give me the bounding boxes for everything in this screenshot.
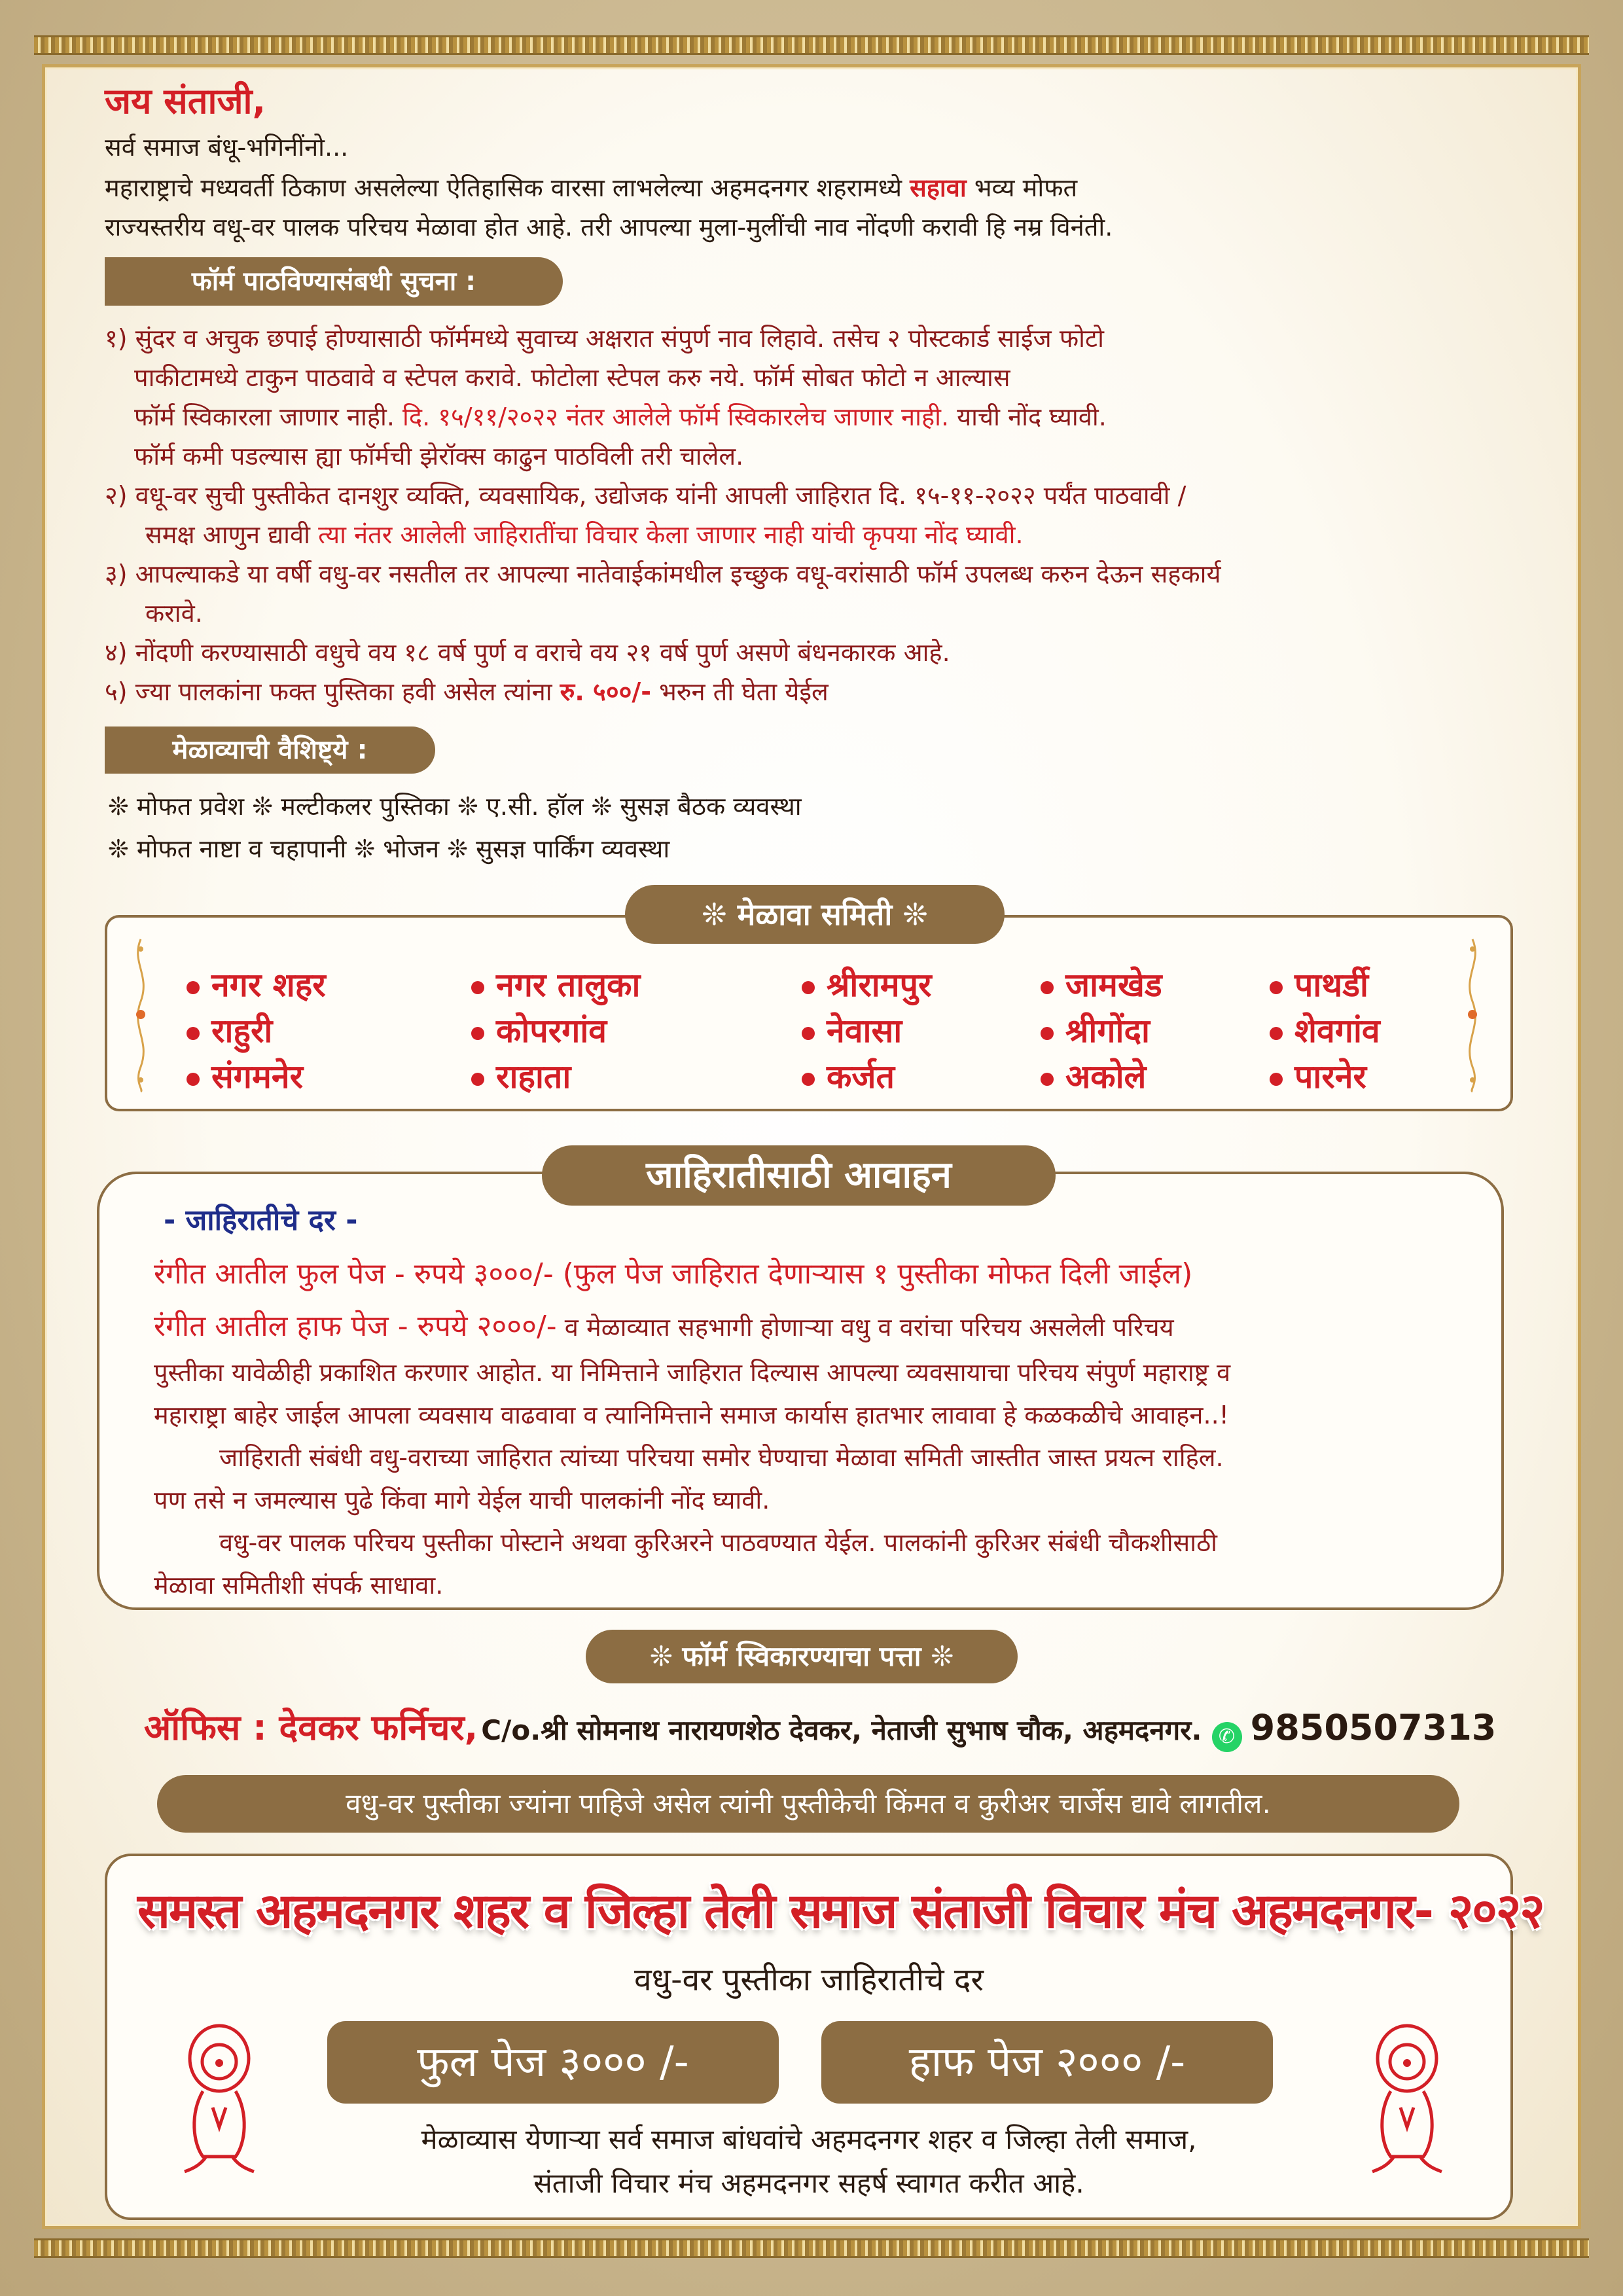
committee-item bbox=[471, 1008, 640, 1054]
committee-item bbox=[1270, 962, 1380, 1008]
committee-column-4 bbox=[1041, 962, 1162, 1100]
notice-highlight: त्या नंतर आलेली जाहिरातींचा विचार केला जाणार नाही यांची कृपया नोंद घ्यावी. bbox=[318, 520, 1024, 549]
ads-paragraph-2-line-2: पण तसे न जमल्यास पुढे किंवा मागे येईल याची पालकांनी नोंद घ्यावी. bbox=[154, 1486, 770, 1515]
address-heading: ❊ फॉर्म स्विकारण्याचा पत्ता ❊ bbox=[586, 1630, 1018, 1683]
ads-paragraph-3-line-1: वधु-वर पालक परिचय पुस्तीका पोस्टाने अथवा कुरिअरने पाठवण्यात येईल. पालकांनी कुरिअर संबंधी चौकशीसाठी bbox=[219, 1528, 1217, 1557]
ads-paragraph-3-line-2: मेळावा समितीशी संपर्क साधावा. bbox=[154, 1571, 444, 1600]
greeting-line-3: राज्यस्तरीय वधू-वर पालक परिचय मेळावा होत आहे. तरी आपल्या मुला-मुलींची नाव नोंदणी करावी हि नम्र विनंती. bbox=[105, 213, 1113, 242]
committee-item-label: पारनेर bbox=[1294, 1058, 1366, 1096]
bottom-border bbox=[34, 2238, 1589, 2258]
welcome-line-2: संताजी विचार मंच अहमदनगर सहर्ष स्वागत करीत आहे. bbox=[533, 2167, 1084, 2199]
committee-column-2 bbox=[471, 962, 640, 1100]
ornament-left-icon bbox=[128, 936, 154, 1093]
price-highlight: रु. ५००/- bbox=[560, 677, 651, 706]
greeting-highlight: सहावा bbox=[910, 173, 967, 202]
form-notice-heading: फॉर्म पाठविण्यासंबधी सुचना : bbox=[105, 257, 563, 306]
notice-item-3-line-2: करावे. bbox=[145, 599, 203, 628]
ornament-right-icon bbox=[1459, 936, 1486, 1093]
office-name: ऑफिस : देवकर फर्निचर, bbox=[144, 1707, 478, 1748]
committee-column-5 bbox=[1270, 962, 1380, 1100]
notice-text: समक्ष आणुन द्यावी bbox=[145, 520, 319, 549]
office-address: C/o.श्री सोमनाथ नारायणशेठ देवकर, नेताजी सुभाष चौक, अहमदनगर. bbox=[481, 1714, 1202, 1746]
booklet-charges-note: वधु-वर पुस्तीका ज्यांना पाहिजे असेल त्यांनी पुस्तीकेची किंमत व कुरीअर चार्जेस द्यावे लागतील. bbox=[157, 1775, 1459, 1833]
committee-heading: ❊ मेळावा समिती ❊ bbox=[625, 885, 1005, 944]
notice-text: ५) ज्या पालकांना फक्त पुस्तिका हवी असेल त्यांना bbox=[105, 677, 560, 706]
notice-text: फॉर्म स्विकारला जाणार नाही. bbox=[134, 403, 403, 431]
ads-full-page-rate: रंगीत आतील फुल पेज - रुपये ३०००/- (फुल पेज जाहिरात देणाऱ्यास १ पुस्तीका मोफत दिली जाईल) bbox=[154, 1257, 1193, 1291]
notice-text: भरुन ती घेता येईल bbox=[651, 677, 829, 706]
committee-item-label: राहाता bbox=[496, 1058, 571, 1096]
committee-item bbox=[471, 962, 640, 1008]
committee-item-label: शेवगांव bbox=[1294, 1012, 1380, 1050]
committee-item bbox=[1270, 1008, 1380, 1054]
ads-text: व मेळाव्यात सहभागी होणाऱ्या वधु व वरांचा परिचय असलेली परिचय bbox=[556, 1313, 1174, 1342]
notice-text: याची नोंद घ्यावी. bbox=[949, 403, 1107, 431]
committee-item bbox=[187, 1008, 326, 1054]
features-line-2: ❊ मोफत नाष्टा व चहापानी ❊ भोजन ❊ सुसज्ञ पार्किंग व्यवस्था bbox=[108, 834, 670, 863]
ads-heading: जाहिरातीसाठी आवाहन bbox=[542, 1145, 1056, 1206]
greeting-line-1: सर्व समाज बंधू-भगिनींनो... bbox=[105, 133, 349, 162]
committee-item-label: श्रीरामपुर bbox=[827, 966, 932, 1004]
phone-number: 9850507313 bbox=[1250, 1707, 1497, 1748]
top-border bbox=[34, 35, 1589, 55]
full-page-price-badge: फुल पेज ३००० /- bbox=[327, 2021, 779, 2104]
committee-item bbox=[187, 962, 326, 1008]
committee-item bbox=[802, 1054, 932, 1100]
committee-item bbox=[1041, 1008, 1162, 1054]
committee-item bbox=[802, 962, 932, 1008]
committee-item bbox=[1041, 1054, 1162, 1100]
greeting-title: जय संताजी, bbox=[105, 81, 266, 122]
committee-column-3 bbox=[802, 962, 932, 1100]
committee-item bbox=[471, 1054, 640, 1100]
committee-item-label: अकोले bbox=[1065, 1058, 1147, 1096]
greeting-line-2 bbox=[105, 168, 1077, 207]
ads-subheading: - जाहिरातीचे दर - bbox=[164, 1204, 358, 1237]
footer-banner: समस्त अहमदनगर शहर व जिल्हा तेली समाज संताजी विचार मंच अहमदनगर- २०२२ bbox=[137, 1883, 1544, 1939]
committee-item-label: नगर शहर bbox=[211, 966, 326, 1004]
notice-item-1-line-2: पाकीटामध्ये टाकुन पाठवावे व स्टेपल करावे. फोटोला स्टेपल करु नये. फॉर्म सोबत फोटो न आल्यास bbox=[134, 363, 1010, 392]
notice-item-1-line-3 bbox=[134, 397, 1107, 437]
welcome-line-1: मेळाव्यास येणाऱ्या सर्व समाज बांधवांचे अहमदनगर शहर व जिल्हा तेली समाज, bbox=[421, 2123, 1197, 2155]
ads-half-page-rate: रंगीत आतील हाफ पेज - रुपये २०००/- bbox=[154, 1310, 557, 1343]
committee-item-label: कर्जत bbox=[827, 1058, 895, 1096]
committee-item bbox=[802, 1008, 932, 1054]
features-line-1: ❊ मोफत प्रवेश ❊ मल्टीकलर पुस्तिका ❊ ए.सी. हॉल ❊ सुसज्ञ बैठक व्यवस्था bbox=[108, 792, 802, 821]
ads-half-page-line bbox=[154, 1306, 1174, 1348]
notice-item-5 bbox=[105, 672, 829, 711]
ads-paragraph-1-line-2: पुस्तीका यावेळीही प्रकाशित करणार आहोत. या निमित्ताने जाहिरात दिल्यास आपल्या व्यवसायाचा परिचय संपुर्ण महाराष्ट्र व bbox=[154, 1358, 1231, 1387]
committee-item bbox=[1270, 1054, 1380, 1100]
notice-item-2-line-2 bbox=[145, 515, 1024, 554]
ads-paragraph-1-line-3: महाराष्ट्रा बाहेर जाईल आपला व्यवसाय वाढवावा व त्यानिमित्ताने समाज कार्यास हातभार लावावा हे कळकळीचे आवाहन..! bbox=[154, 1401, 1229, 1429]
committee-item-label: जामखेड bbox=[1065, 966, 1162, 1004]
features-heading: मेळाव्याची वैशिष्ट्ये : bbox=[105, 726, 435, 774]
committee-column-1 bbox=[187, 962, 326, 1100]
greeting-text: भव्य मोफत bbox=[966, 173, 1078, 202]
committee-item-label: पाथर्डी bbox=[1294, 966, 1368, 1004]
committee-item-label: संगमनेर bbox=[211, 1058, 304, 1096]
notice-item-1-line-1: १) सुंदर व अचुक छपाई होण्यासाठी फॉर्ममध्ये सुवाच्य अक्षरात संपुर्ण नाव लिहावे. तसेच २ पोस्टकार्ड साईज फोटो bbox=[105, 324, 1104, 353]
notice-item-1-line-4: फॉर्म कमी पडल्यास ह्या फॉर्मची झेरॉक्स काढुन पाठविली तरी चालेल. bbox=[134, 442, 744, 471]
notice-item-2-line-1: २) वधू-वर सुची पुस्तीकेत दानशुर व्यक्ति, व्यवसायिक, उद्योजक यांनी आपली जाहिरात दि. १५-११-२०२२ पर्यंत पाठवावी / bbox=[105, 481, 1186, 510]
ads-paragraph-2-line-1: जाहिराती संबंधी वधु-वराच्या जाहिरात त्यांच्या परिचया समोर घेण्याचा मेळावा समिती जास्तीत जास्त प्रयत्न राहिल. bbox=[219, 1443, 1224, 1472]
notice-item-4: ४) नोंदणी करण्यासाठी वधुचे वय १८ वर्ष पुर्ण व वराचे वय २१ वर्ष पुर्ण असणे बंधनकारक आहे. bbox=[105, 638, 950, 667]
notice-highlight: दि. १५/११/२०२२ नंतर आलेले फॉर्म स्विकारलेच जाणार नाही. bbox=[402, 403, 950, 431]
committee-item-label: कोपरगांव bbox=[496, 1012, 607, 1050]
greeting-text: महाराष्ट्राचे मध्यवर्ती ठिकाण असलेल्या ऐतिहासिक वारसा लाभलेल्या अहमदनगर शहरामध्ये bbox=[105, 173, 910, 202]
footer-subheading: वधु-वर पुस्तीका जाहिरातीचे दर bbox=[633, 1962, 984, 1998]
committee-item-label: राहुरी bbox=[211, 1012, 273, 1050]
whatsapp-icon: ✆ bbox=[1212, 1722, 1242, 1752]
committee-item bbox=[1041, 962, 1162, 1008]
half-page-price-badge: हाफ पेज २००० /- bbox=[821, 2021, 1273, 2104]
committee-item-label: नगर तालुका bbox=[496, 966, 641, 1004]
committee-item bbox=[187, 1054, 326, 1100]
committee-item-label: श्रीगोंदा bbox=[1065, 1012, 1150, 1050]
address-line bbox=[144, 1702, 1496, 1763]
committee-item-label: नेवासा bbox=[827, 1012, 902, 1050]
notice-item-3-line-1: ३) आपल्याकडे या वर्षी वधु-वर नसतील तर आपल्या नातेवाईकांमधील इच्छुक वधू-वरांसाठी फॉर्म उपलब्ध करुन देऊन सहकार्य bbox=[105, 560, 1221, 588]
